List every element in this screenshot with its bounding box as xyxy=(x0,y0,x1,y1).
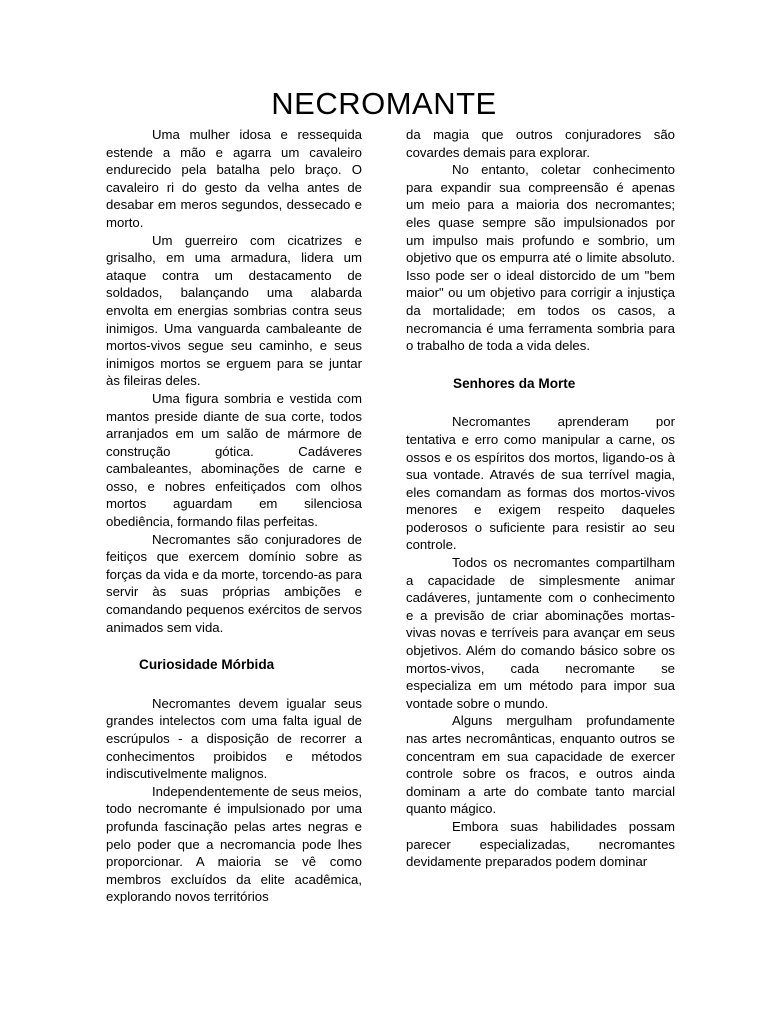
paragraph: Necromantes devem igualar seus grandes intelectos com uma falta igual de escrúpulos - a disposição de recorrer a conhecimentos proibidos e métodos indiscutivelmente malignos. xyxy=(106,695,362,782)
paragraph: Necromantes são conjuradores de feitiços que exercem domínio sobre as forças da vida e da morte, torcendo-as para servir às suas próprias ambições e comandando pequenos exércitos de servos animados sem vida. xyxy=(106,531,362,635)
paragraph: Embora suas habilidades possam parecer especializadas, necromantes devidamente preparados podem dominar xyxy=(406,818,675,870)
section-heading-senhores: Senhores da Morte xyxy=(453,375,576,391)
paragraph: No entanto, coletar conhecimento para expandir sua compreensão é apenas um meio para a maioria dos necromantes; eles quase sempre são impulsionados por um impulso mais profundo e sombrio, um objetivo que os empurra até o limite absoluto. Isso pode ser o ideal distorcido de um "bem maior" ou um objetivo para corrigir a injustiça da mortalidade; em todos os casos, a necromancia é uma ferramenta sombria para o trabalho de toda a vida deles. xyxy=(406,162,675,354)
paragraph: Todos os necromantes compartilham a capacidade de simplesmente animar cadáveres, juntamente com o conhecimento e a previsão de criar abominações mortas-vivas novas e terríveis para avançar em seus objetivos. Além do comando básico sobre os mortos-vivos, cada necromante se especializa em um método para impor sua vontade sobre o mundo. xyxy=(406,555,675,711)
paragraph: Alguns mergulham profundamente nas artes necromânticas, enquanto outros se concentram em sua capacidade de exercer controle sobre os fracos, e outros ainda dominam a arte do combate tanto marcial quanto mágico. xyxy=(406,713,675,817)
paragraph: Uma figura sombria e vestida com mantos preside diante de sua corte, todos arranjados em um salão de mármore de construção gótica. Cadáveres cambaleantes, abominações de carne e osso, e nobres enfeitiçados com olhos mortos aguardam em silenciosa obediência, formando filas perfeitas. xyxy=(106,390,362,530)
paragraph: Uma mulher idosa e ressequida estende a mão e agarra um cavaleiro endurecido pela batalha pelo braço. O cavaleiro ri do gesto da velha antes de desabar em meros segundos, dessecado e morto. xyxy=(106,127,362,230)
right-column xyxy=(406,126,675,871)
paragraph: Independentemente de seus meios, todo necromante é impulsionado por uma profunda fascinação pelas artes negras e pelo poder que a necromancia pode lhes proporcionar. A maioria se vê como membros excluídos da elite acadêmica, explorando novos territórios xyxy=(106,783,362,905)
left-column xyxy=(106,126,362,906)
paragraph: Um guerreiro com cicatrizes e grisalho, em uma armadura, lidera um ataque contra um destacamento de soldados, balançando uma alabarda envolta em energias sombrias contra seus inimigos. Uma vanguarda cambaleante de mortos-vivos segue seu caminho, e seus inimigos mortos se erguem para se juntar às fileiras deles. xyxy=(106,232,362,389)
paragraph-continuation: da magia que outros conjuradores são covardes demais para explorar. xyxy=(406,127,675,160)
paragraph: Necromantes aprenderam por tentativa e erro como manipular a carne, os ossos e os espíritos dos mortos, ligando-os à sua vontade. Através de sua terrível magia, eles comandam as formas dos mortos-vivos menores e exigem respeito daqueles poderosos o suficiente para resistir ao seu controle. xyxy=(406,414,675,553)
page-title: NECROMANTE xyxy=(271,86,497,121)
section-heading-curiosidade: Curiosidade Mórbida xyxy=(139,657,275,673)
